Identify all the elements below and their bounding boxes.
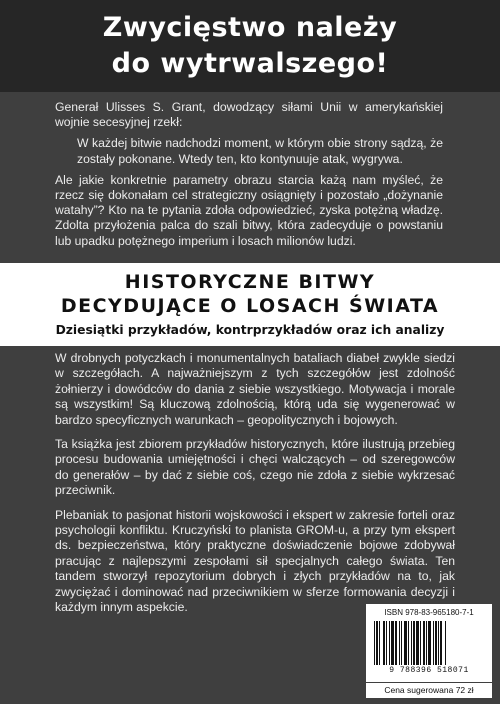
barcode-bar bbox=[404, 621, 407, 665]
description-section bbox=[55, 351, 455, 625]
headline-line-1: Zwycięstwo należy bbox=[102, 12, 398, 43]
barcode-bar bbox=[395, 621, 397, 665]
barcode-bar bbox=[391, 621, 394, 665]
barcode-bar bbox=[420, 621, 421, 665]
barcode-bar bbox=[399, 621, 400, 665]
barcode-bar bbox=[379, 621, 380, 665]
barcode-box bbox=[366, 604, 492, 682]
barcode-bar bbox=[389, 621, 390, 665]
ean-digits: 9 788396 518071 bbox=[389, 666, 469, 675]
barcode-bar bbox=[423, 621, 425, 665]
description-paragraph-1: W drobnych potyczkach i monumentalnych bataliach diabeł zwykle siedzi w szczegółach. A najważniejszym z tych szczegółów jest zdolność żołnierzy i dowódców do dania z siebie wszystkiego. Motywacja i morale są wszystkim! Są kluczową zdolnością, którą uda się wygenerować w bardzo specyficznych warunkach – geopolitycznych i bojowych. bbox=[55, 351, 455, 427]
intro-section bbox=[55, 100, 443, 249]
book-title-line-1: HISTORYCZNE BITWY bbox=[124, 271, 376, 293]
book-title bbox=[0, 270, 500, 318]
barcode-bar bbox=[428, 621, 431, 665]
book-title-line-2: DECYDUJĄCE O LOSACH ŚWIATA bbox=[60, 295, 440, 317]
headline-line-2: do wytrwalszego! bbox=[111, 48, 389, 79]
headline bbox=[0, 10, 500, 82]
barcode-bar bbox=[383, 621, 385, 665]
barcode-bar bbox=[413, 621, 415, 665]
barcode-bar bbox=[440, 621, 442, 665]
barcode-bar bbox=[374, 621, 375, 665]
price-label: Cena sugerowana 72 zł bbox=[384, 685, 474, 695]
barcode-bar bbox=[416, 621, 419, 665]
isbn-label: ISBN 978-83-965180-7-1 bbox=[384, 608, 474, 617]
barcode-bar bbox=[445, 621, 446, 665]
barcode-bar bbox=[435, 621, 437, 665]
description-paragraph-3: Plebaniak to pasjonat historii wojskowości i ekspert w zakresie forteli oraz psychologii konfliktu. Kruczyński to planista GROM-u, a przy tym ekspert ds. bezpieczeństwa, który praktyczne doświadczenie bojowe zdobywał pracując z najlepszymi zespołami sił specjalnych całego świata. Ten tandem stworzył repozytorium dobrych i złych przykładów na to, jak zwyciężać i dominować nad przeciwnikiem w sferze formowania decyzji i każdym innym aspekcie. bbox=[55, 507, 455, 615]
barcode-bar bbox=[433, 621, 434, 665]
price-box bbox=[366, 683, 492, 698]
barcode-bar bbox=[386, 621, 387, 665]
barcode-bar bbox=[438, 621, 439, 665]
barcode-bar bbox=[408, 621, 409, 665]
barcode-bar bbox=[401, 621, 402, 665]
book-subtitle: Dziesiątki przykładów, kontrprzykładów oraz ich analizy bbox=[55, 323, 445, 337]
description-paragraph-2: Ta książka jest zbiorem przykładów historycznych, które ilustrują przebieg procesu budowania umiejętności i chęci walczących – od szeregowców do generałów – by dać z siebie coś, czego nie zdoła z siebie wykrzesać przeciwnik. bbox=[55, 437, 455, 498]
grant-quote: W każdej bitwie nadchodzi moment, w którym obie strony sądzą, że zostały pokonane. Wtedy ten, kto kontynuuje atak, wygrywa. bbox=[77, 136, 443, 166]
intro-paragraph: Ale jakie konkretnie parametry obrazu starcia każą nam myśleć, że rzecz się dokonałam cel strategiczny osiągnięty i pozostało „dożynanie watahy”? Kto na te pytania zdoła odpowiedzieć, zyska potężną władzę. Zdolta przyłożenia palca do szali bitwy, która zadecyduje o powstaniu lub upadku potężnego imperium i losach milionów ludzi. bbox=[55, 172, 443, 248]
barcode-bar bbox=[376, 621, 378, 665]
barcode-bar bbox=[411, 621, 412, 665]
barcode-bars bbox=[374, 621, 484, 665]
barcode-bar bbox=[426, 621, 427, 665]
intro-lead: Generał Ulisses S. Grant, dowodzący siłami Unii w amerykańskiej wojnie secesyjnej rzekł: bbox=[55, 100, 443, 130]
